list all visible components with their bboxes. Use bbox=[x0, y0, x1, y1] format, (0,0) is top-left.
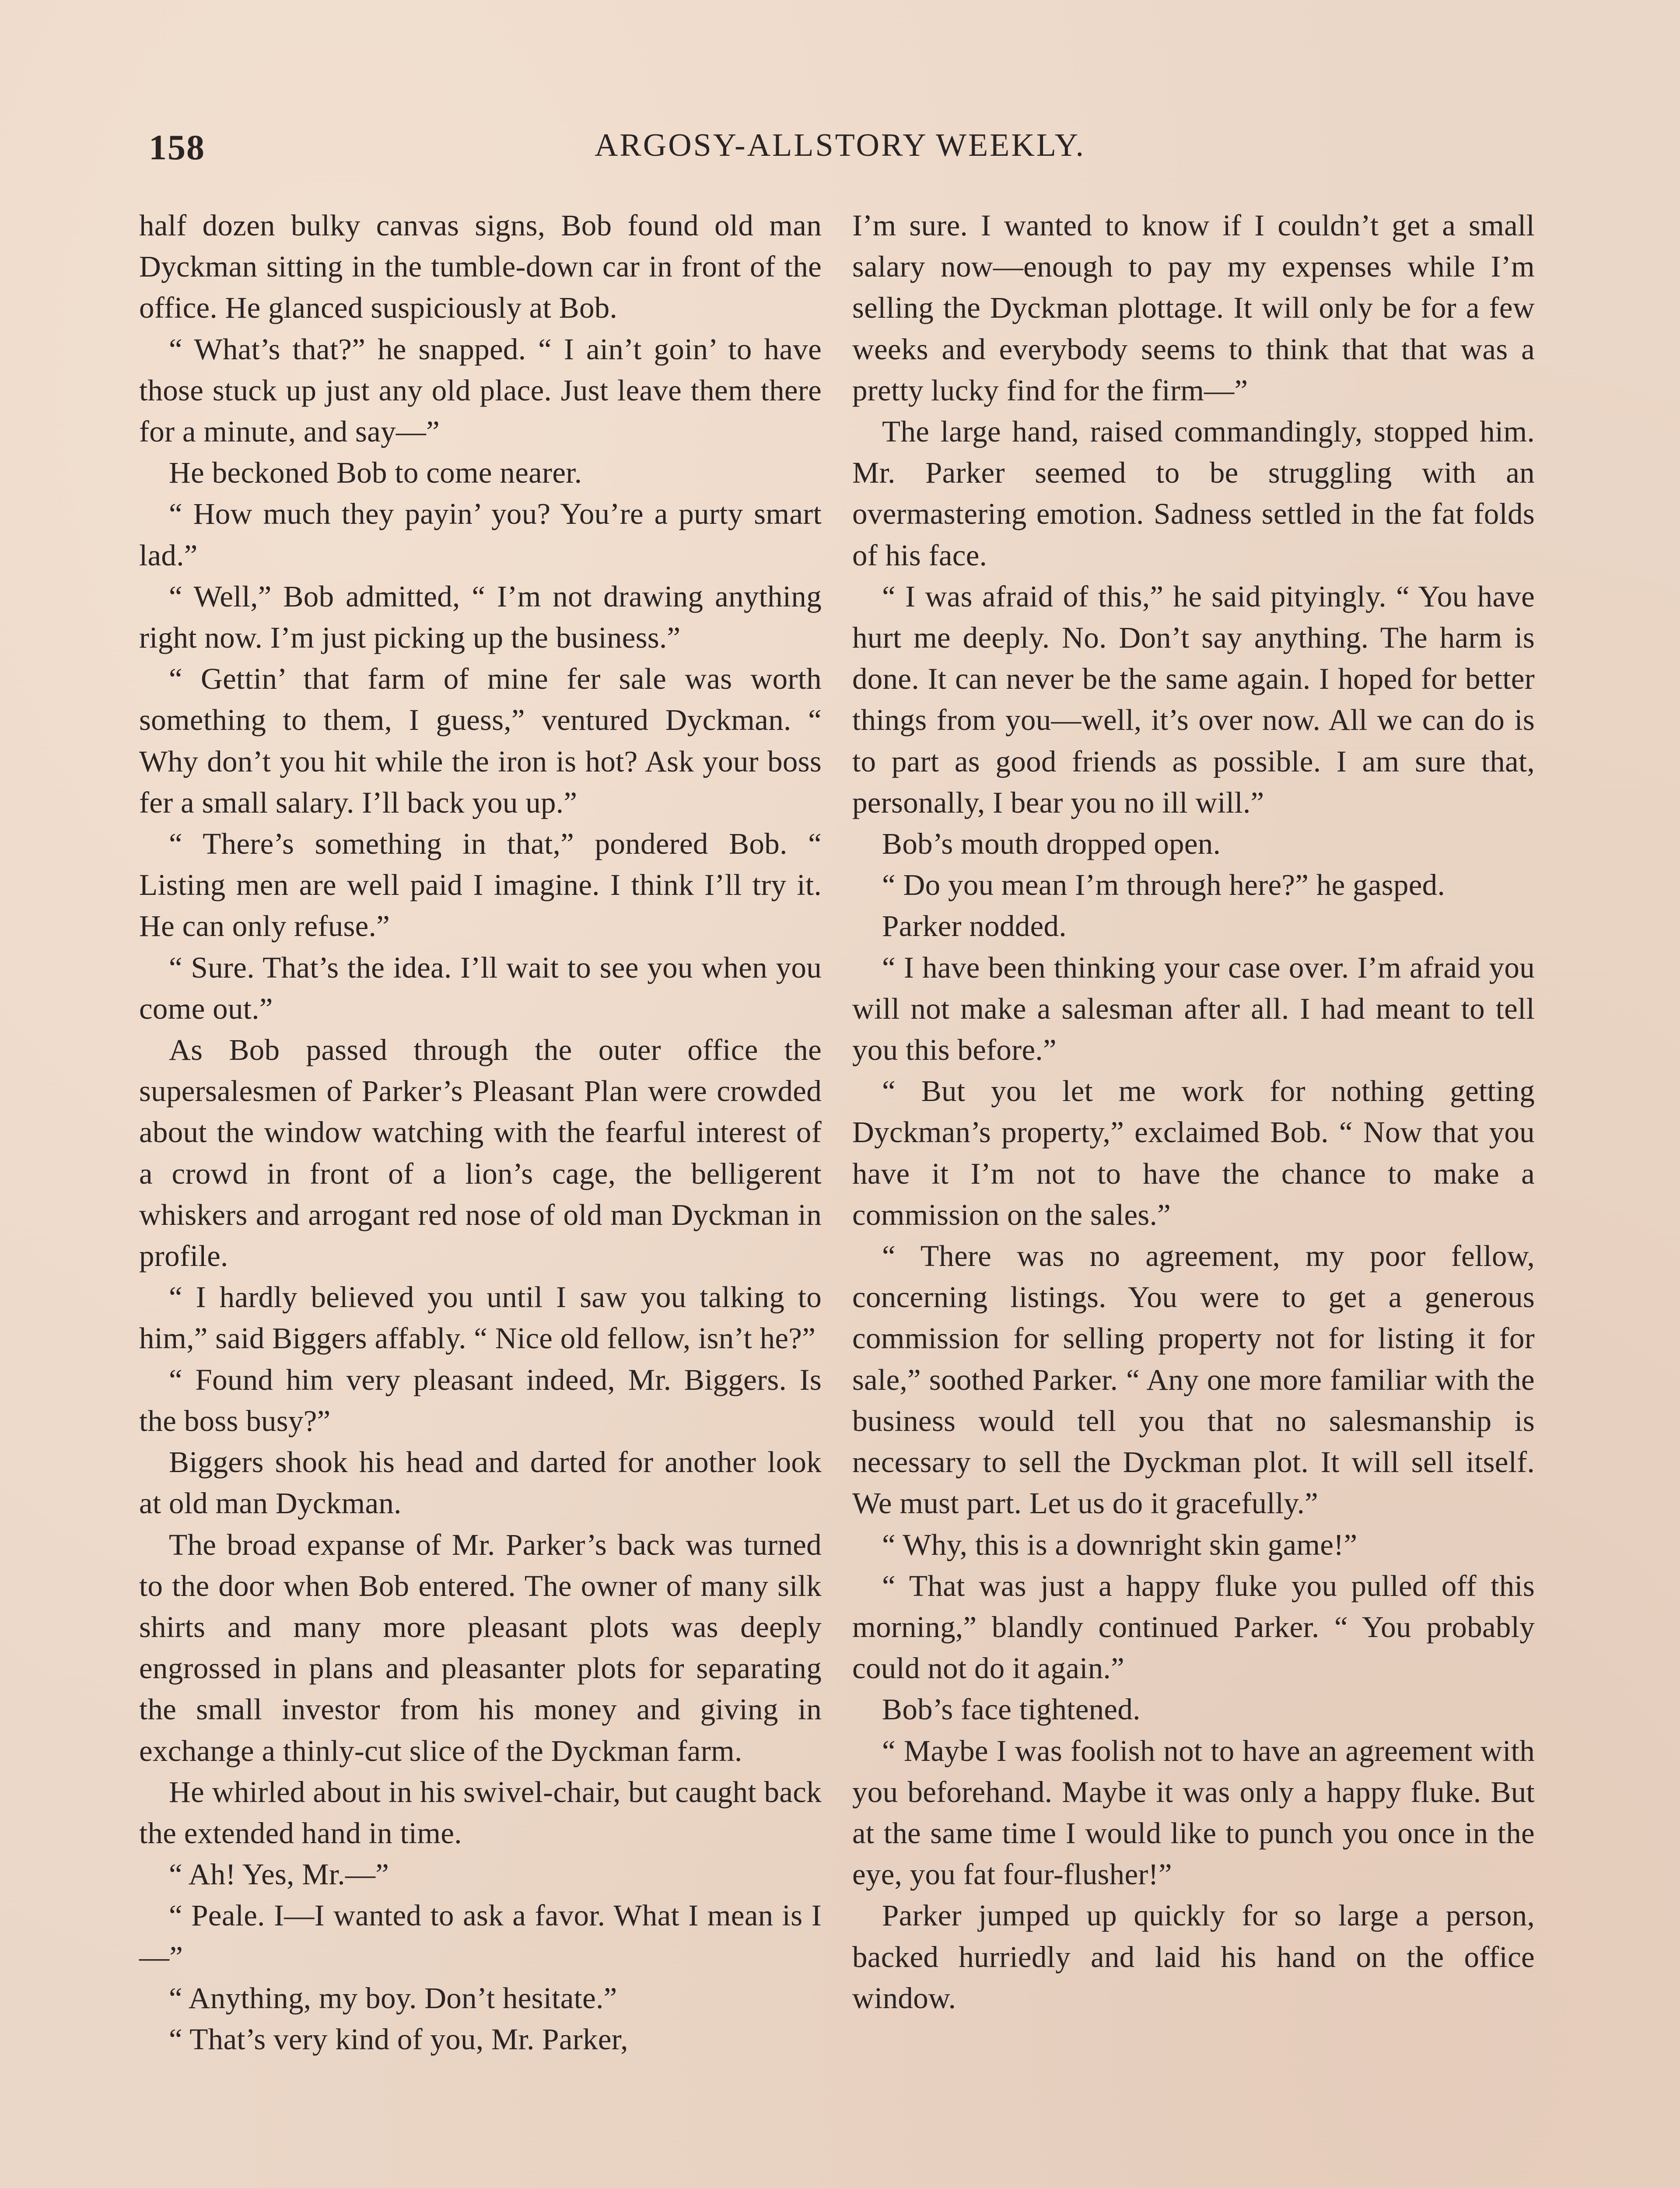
paragraph: He beckoned Bob to come nearer. bbox=[169, 456, 582, 490]
paragraph: “ Anything, my boy. Don’t hesitate.” bbox=[169, 1981, 617, 2015]
paragraph: I’m sure. I wanted to know if I couldn’t get a small salary now—enough to pay my expenses while I’m selling the Dyckman plottage. It will only be for a few weeks and everybody seems to think that that was a pretty lucky find for the firm—” bbox=[852, 209, 1535, 407]
paragraph: “ I have been thinking your case over. I’m afraid you will not make a salesman after all. I had meant to tell you this before.” bbox=[852, 950, 1535, 1067]
page-header bbox=[149, 127, 1531, 179]
paragraph: As Bob passed through the outer office the supersalesmen of Parker’s Pleasant Plan were crowded about the window watching with the fearful interest of a crowd in front of a lion’s cage, the belligerent whiskers and arrogant red nose of old man Dyckman in profile. bbox=[139, 1033, 822, 1273]
paragraph: Parker jumped up quickly for so large a person, backed hurriedly and laid his hand on the office window. bbox=[852, 1899, 1535, 2015]
right-text-column bbox=[852, 205, 1535, 2019]
paragraph: “ Well,” Bob admitted, “ I’m not drawing anything right now. I’m just picking up the business.” bbox=[139, 579, 822, 655]
paragraph: “ What’s that?” he snapped. “ I ain’t goin’ to have those stuck up just any old place. Just leave them there for a minute, and say—” bbox=[139, 332, 822, 449]
paragraph: Biggers shook his head and darted for another look at old man Dyckman. bbox=[139, 1445, 822, 1520]
paragraph: Bob’s mouth dropped open. bbox=[882, 827, 1221, 861]
paragraph: “ Do you mean I’m through here?” he gasped. bbox=[882, 868, 1446, 902]
paragraph: “ That’s very kind of you, Mr. Parker, bbox=[169, 2022, 628, 2056]
running-head: ARGOSY-ALLSTORY WEEKLY. bbox=[594, 127, 1086, 163]
paragraph: Bob’s face tightened. bbox=[882, 1693, 1141, 1726]
paragraph: “ That was just a happy fluke you pulled off this morning,” blandly continued Parker. “ You probably could not do it again.” bbox=[852, 1569, 1535, 1685]
paragraph: “ How much they payin’ you? You’re a purty smart lad.” bbox=[139, 497, 822, 572]
paragraph: “ Why, this is a downright skin game!” bbox=[882, 1528, 1358, 1561]
paragraph: “ But you let me work for nothing getting Dyckman’s property,” exclaimed Bob. “ Now that you have it I’m not to have the chance to make a commission on the sales.” bbox=[852, 1074, 1535, 1231]
paragraph: “ Sure. That’s the idea. I’ll wait to see you when you come out.” bbox=[139, 950, 822, 1025]
paragraph: “ I was afraid of this,” he said pityingly. “ You have hurt me deeply. No. Don’t say anything. The harm is done. It can never be the same again. I hoped for better things from you—well, it’s over now. All we can do is to part as good friends as possible. I am sure that, personally, I bear you no ill will.” bbox=[852, 579, 1535, 819]
paragraph: “ There’s something in that,” pondered Bob. “ Listing men are well paid I imagine. I think I’ll try it. He can only refuse.” bbox=[139, 827, 822, 943]
left-text-column bbox=[139, 205, 822, 2060]
paragraph: Parker nodded. bbox=[882, 909, 1067, 943]
paragraph: “ Gettin’ that farm of mine fer sale was worth something to them, I guess,” ventured Dyckman. “ Why don’t you hit while the iron is hot? Ask your boss fer a small salary. I’ll back you up.” bbox=[139, 662, 822, 819]
paragraph: The broad expanse of Mr. Parker’s back was turned to the door when Bob entered. The owner of many silk shirts and many more pleasant plots was deeply engrossed in plans and pleasanter plots for separating the small investor from his money and giving in exchange a thinly-cut slice of the Dyckman farm. bbox=[139, 1528, 822, 1767]
paragraph: He whirled about in his swivel-chair, but caught back the extended hand in time. bbox=[139, 1775, 822, 1850]
paragraph: “ Found him very pleasant indeed, Mr. Biggers. Is the boss busy?” bbox=[139, 1363, 822, 1438]
page-number: 158 bbox=[149, 127, 205, 167]
paragraph: The large hand, raised commandingly, stopped him. Mr. Parker seemed to be struggling with an overmastering emotion. Sadness settled in the fat folds of his face. bbox=[852, 415, 1535, 572]
paragraph: “ Ah! Yes, Mr.—” bbox=[169, 1858, 389, 1891]
paragraph: half dozen bulky canvas signs, Bob found old man Dyckman sitting in the tumble-down car in front of the office. He glanced suspiciously at Bob. bbox=[139, 209, 822, 325]
paragraph: “ Maybe I was foolish not to have an agreement with you beforehand. Maybe it was only a happy fluke. But at the same time I would like to punch you once in the eye, you fat four-flusher!” bbox=[852, 1734, 1535, 1891]
paragraph: “ There was no agreement, my poor fellow, concerning listings. You were to get a generous commission for selling property not for listing it for sale,” soothed Parker. “ Any one more familiar with the business would tell you that no salesmanship is necessary to sell the Dyckman plot. It will sell itself. We must part. Let us do it gracefully.” bbox=[852, 1239, 1535, 1520]
paragraph: “ I hardly believed you until I saw you talking to him,” said Biggers affably. “ Nice old fellow, isn’t he?” bbox=[139, 1280, 822, 1355]
paragraph: “ Peale. I—I wanted to ask a favor. What I mean is I—” bbox=[139, 1899, 822, 1974]
